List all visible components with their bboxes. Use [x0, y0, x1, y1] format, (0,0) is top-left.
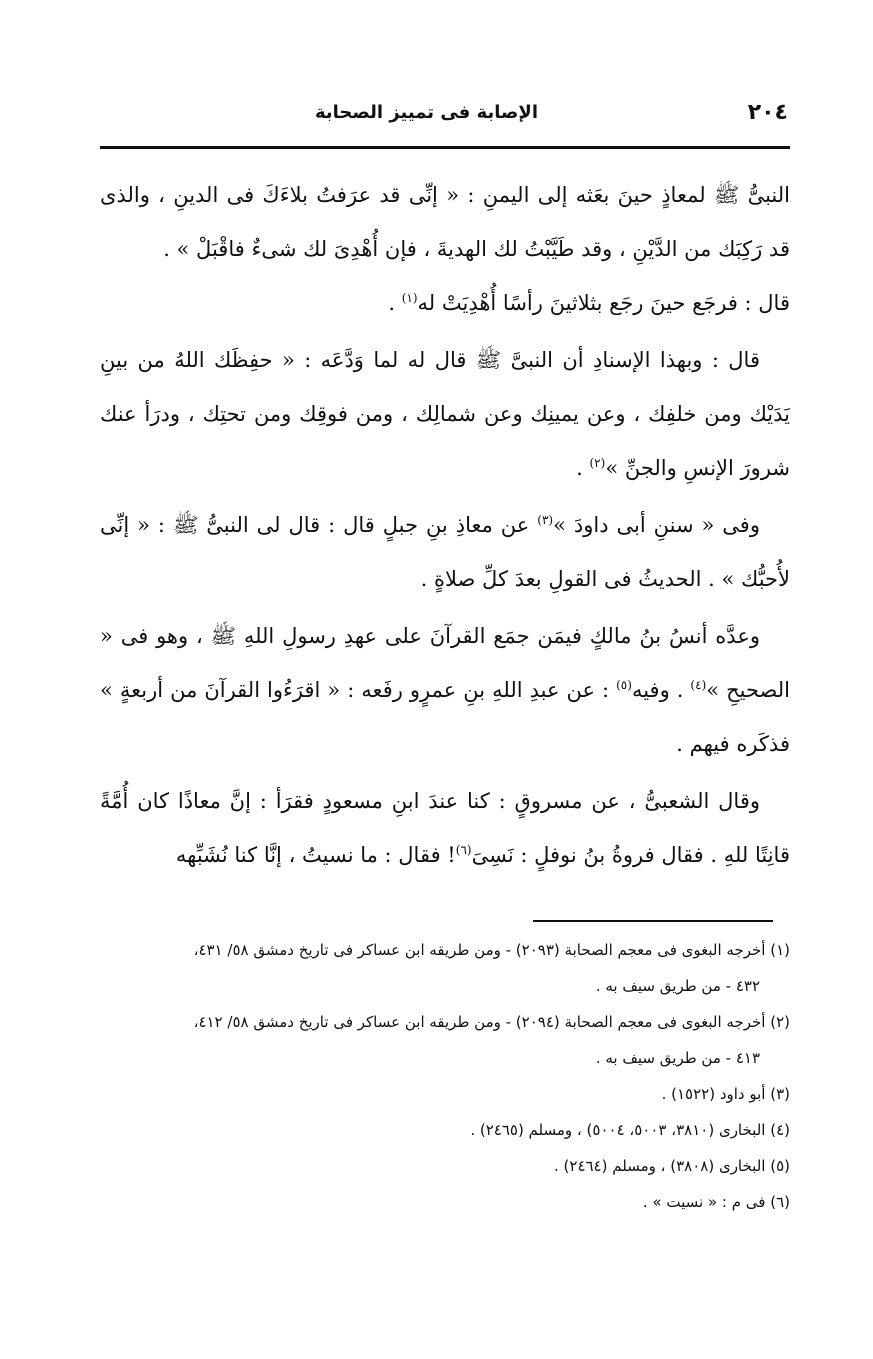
footnote-ref-4: (٤): [690, 678, 707, 692]
paragraph-5-text-b: ! فقال : ما نسيتُ ، إنَّا كنا نُشَبِّهه: [175, 843, 456, 867]
paragraph-1-text-b: قال : فرجَع حينَ رجَع بثلاثينَ رأسًا أُهْدِيَتْ له: [417, 291, 790, 315]
paragraph-3-text-a: وفى « سننِ أبى داودَ »: [553, 513, 760, 537]
footnote-ref-3: (٣): [537, 513, 554, 527]
paragraph-4-text-b: . وفيه: [631, 678, 691, 702]
paragraph-4-text-c: : عن عبدِ اللهِ بنِ عمرٍو رفَعه : « اقرَءُوا القرآنَ من أربعةٍ » فذكَره فيهم .: [100, 678, 790, 756]
footnote-1-continuation: ٤٣٢ - من طريق سيف به .: [595, 977, 760, 995]
header-divider: [100, 146, 790, 149]
paragraph-2-text-b: .: [576, 456, 590, 480]
paragraph-1-text-c: .: [388, 291, 402, 315]
paragraph-1: [100, 168, 790, 330]
footnotes: [100, 932, 790, 1220]
paragraph-2: [100, 333, 790, 495]
running-header: [98, 100, 788, 130]
paragraph-5: [100, 774, 790, 882]
footnote-6: (٦) فى م : « نسيت » .: [642, 1193, 790, 1211]
footnote-ref-5: (٥): [616, 678, 632, 692]
footnote-2-continuation: ٤١٣ - من طريق سيف به .: [595, 1049, 760, 1067]
running-title: الإصابة فى تمييز الصحابة: [315, 102, 538, 123]
footnote-1: (١) أخرجه البغوى فى معجم الصحابة (٢٠٩٣) - ومن طريقه ابن عساكر فى تاريخ دمشق ٥٨/ ٤٣١،: [193, 941, 790, 959]
paragraph-3: [100, 498, 790, 606]
footnote-ref-6: (٦): [455, 843, 472, 857]
footnote-2: (٢) أخرجه البغوى فى معجم الصحابة (٢٠٩٤) - ومن طريقه ابن عساكر فى تاريخ دمشق ٥٨/ ٤١٢،: [193, 1013, 790, 1031]
footnote-ref-1: (١): [401, 291, 418, 305]
paragraph-3-text-b: عن معاذِ بنِ جبلٍ قال : قال لى النبىُّ ﷺ : « إنِّى لأُحبُّك » . الحديثُ فى القولِ بعدَ كلِّ صلاةٍ .: [100, 513, 790, 591]
paragraph-4-text-a: وعدَّه أنسُ بنُ مالكٍ فيمَن جمَع القرآنَ على عهدِ رسولِ اللهِ ﷺ ، وهو فى « الصحيحِ »: [100, 624, 791, 702]
page-number: ٢٠٤: [747, 100, 788, 125]
paragraph-1-text-a: النبىُّ ﷺ لمعاذٍ حينَ بعَثه إلى اليمنِ : « إنِّى قد عرَفتُ بلاءَكَ فى الدينِ ، والذى قد رَكِبَك من الدَّيْنِ ، وقد طَيَّبْتُ لك الهديةَ ، فإن أُهْدِىَ لك شىءٌ فاقْبَلْ » .: [100, 183, 790, 261]
footnote-5: (٥) البخارى (٣٨٠٨) ، ومسلم (٢٤٦٤) .: [554, 1157, 790, 1175]
footnote-3: (٣) أبو داود (١٥٢٢) .: [661, 1085, 790, 1103]
footnote-ref-2: (٢): [589, 456, 606, 470]
paragraph-5-text-a: وقال الشعبىُّ ، عن مسروقٍ : كنا عندَ ابنِ مسعودٍ فقرَأ : إنَّ معاذًا كان أُمَّةً قانِتًا للهِ . فقال فروةُ بنُ نوفلٍ : نَسِىَ: [100, 789, 790, 867]
paragraph-2-text-a: قال : وبهذا الإسنادِ أن النبىَّ ﷺ قال له لما وَدَّعَه : « حفِظَك اللهُ من بينِ يَدَيْك ومن خلفِك ، وعن يمينِك وعن شمالِك ، ومن فوقِك ومن تحتِك ، ودرَأ عنك شرورَ الإنسِ والجنِّ »: [100, 348, 790, 480]
main-text: [100, 168, 790, 885]
footnote-divider: [533, 920, 773, 922]
paragraph-4: [100, 609, 790, 771]
footnote-4: (٤) البخارى (٣٨١٠، ٥٠٠٣، ٥٠٠٤) ، ومسلم (٢٤٦٥) .: [470, 1121, 790, 1139]
